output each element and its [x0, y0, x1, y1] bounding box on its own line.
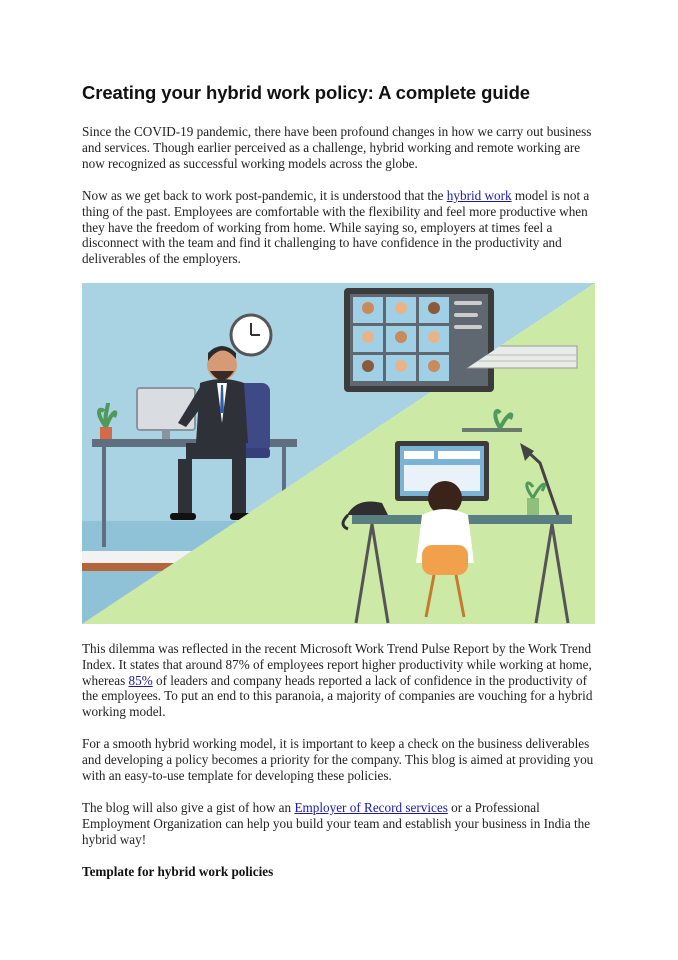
text-span: of leaders and company heads reported a lack of confidence in the productivity of the employees. To put an end to this paranoia, a majority of companies are vouching for a hybrid working model.	[82, 672, 593, 720]
home-chair	[422, 545, 468, 575]
employer-of-record-link[interactable]: Employer of Record services	[294, 800, 448, 815]
text-span: Now as we get back to work post-pandemic, it is understood that the	[82, 188, 447, 203]
page-title: Creating your hybrid work policy: A complete guide	[82, 82, 530, 103]
blog-paragraph	[82, 800, 602, 847]
text-span: The blog will also give a gist of how an	[82, 800, 295, 815]
hybrid-paragraph	[82, 188, 602, 267]
dilemma-paragraph	[82, 641, 602, 720]
template-subheading: Template for hybrid work policies	[82, 864, 274, 879]
intro-paragraph: Since the COVID-19 pandemic, there have been profound changes in how we carry out business and services. Though earlier perceived as a challenge, hybrid working and remote working are now recognized as successful working models across the globe.	[82, 124, 592, 171]
hybrid-work-link[interactable]: hybrid work	[446, 188, 512, 203]
video-call-screen	[344, 288, 494, 392]
text-span: or a Professional Employment Organization can help you build your team and establish your business in India the hybrid way!	[82, 800, 591, 847]
text-span: This dilemma was reflected in the recent Microsoft Work Trend Pulse Report by the Work Trend Index. It states that around 87% of employees report higher productivity while working at home, whereas	[82, 641, 592, 688]
hybrid-work-illustration	[82, 283, 595, 624]
text-span: model is not a thing of the past. Employees are comfortable with the flexibility and feel more productive when they have the freedom of working from home. While saying so, employers at times feel a disconnect with the team and find it challenging to have confidence in the productivity and deliverables of the employers.	[82, 188, 590, 267]
85-percent-link[interactable]: 85%	[128, 672, 153, 688]
policy-paragraph: For a smooth hybrid working model, it is important to keep a check on the business deliverables and developing a policy becomes a priority for the company. This blog is aimed at providing you with an easy-to-use template for developing these policies.	[82, 736, 594, 783]
